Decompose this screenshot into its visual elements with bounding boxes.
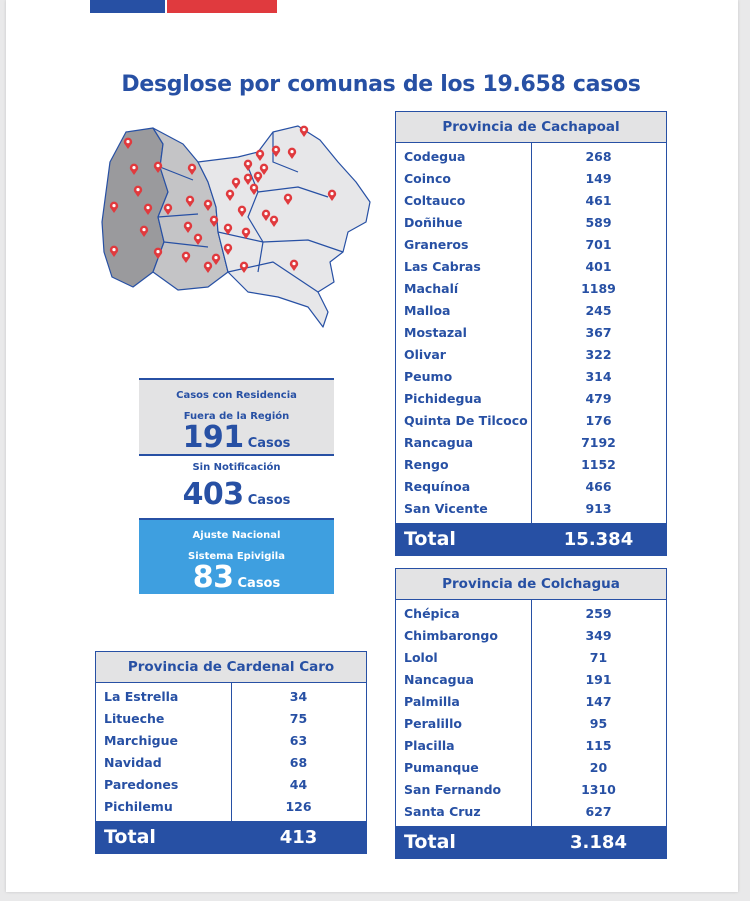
comuna-name: Peralillo — [404, 716, 462, 731]
comuna-cases: 147 — [585, 694, 612, 709]
comuna-cases: 149 — [585, 171, 612, 186]
total-label: Total — [104, 826, 156, 848]
comuna-name: Litueche — [104, 711, 165, 726]
comuna-name: Pumanque — [404, 760, 479, 775]
comuna-name: Rengo — [404, 457, 449, 472]
comuna-name: Pichidegua — [404, 391, 482, 406]
info-unit: Casos — [247, 493, 291, 508]
comuna-name: Rancagua — [404, 435, 474, 450]
comuna-name: Nancagua — [404, 672, 474, 687]
map-province-cachapoal — [198, 126, 370, 327]
comuna-cases: 349 — [585, 628, 612, 643]
page-title: Desglose por comunas de los 19.658 casos — [121, 72, 641, 97]
comuna-name: Mostazal — [404, 325, 467, 340]
comuna-name: Placilla — [404, 738, 455, 753]
comuna-cases: 461 — [585, 193, 612, 208]
info-unit: Casos — [247, 436, 291, 451]
comuna-cases: 68 — [289, 755, 308, 770]
comuna-name: Malloa — [404, 303, 451, 318]
total-row — [396, 523, 666, 555]
info-label: Ajuste Nacional — [192, 530, 281, 541]
table-rows — [396, 143, 666, 523]
comuna-cases: 627 — [585, 804, 612, 819]
info-label: Casos con Residencia — [176, 390, 297, 401]
document-page — [6, 0, 738, 892]
info-value: 83 — [192, 560, 234, 595]
comuna-name: Graneros — [404, 237, 469, 252]
flag-red-stripe — [167, 0, 277, 13]
comuna-cases: 245 — [585, 303, 612, 318]
comuna-cases: 367 — [585, 325, 612, 340]
comuna-cases: 268 — [585, 149, 612, 164]
info-box-sin-notificacion — [139, 456, 334, 514]
info-value: 403 — [182, 477, 244, 512]
comuna-name: Coinco — [404, 171, 451, 186]
comuna-cases: 314 — [585, 369, 612, 384]
comuna-name: Doñihue — [404, 215, 463, 230]
info-value: 191 — [182, 420, 244, 455]
total-label: Total — [404, 528, 456, 550]
comuna-name: Chépica — [404, 606, 460, 621]
comuna-name: Quinta De Tilcoco — [404, 413, 528, 428]
comuna-name: Santa Cruz — [404, 804, 481, 819]
comuna-cases: 479 — [585, 391, 612, 406]
comuna-name: Chimbarongo — [404, 628, 498, 643]
table-title: Provincia de Cachapoal — [396, 112, 666, 143]
comuna-cases: 71 — [589, 650, 608, 665]
comuna-name: Machalí — [404, 281, 459, 296]
comuna-name: Navidad — [104, 755, 162, 770]
comuna-name: Las Cabras — [404, 259, 481, 274]
comuna-cases: 126 — [285, 799, 312, 814]
info-box-ajuste — [139, 518, 334, 594]
comuna-cases: 1152 — [581, 457, 616, 472]
comuna-cases: 44 — [289, 777, 308, 792]
comuna-cases: 401 — [585, 259, 612, 274]
comuna-cases: 115 — [585, 738, 612, 753]
comuna-name: Coltauco — [404, 193, 466, 208]
info-label: Sin Notificación — [192, 462, 281, 473]
flag-blue-stripe — [90, 0, 165, 13]
comuna-name: Peumo — [404, 369, 453, 384]
comuna-cases: 913 — [585, 501, 612, 516]
comuna-cases: 63 — [289, 733, 308, 748]
comuna-cases: 191 — [585, 672, 612, 687]
comuna-cases: 34 — [289, 689, 308, 704]
table-cardenal-caro — [95, 651, 367, 854]
total-value: 413 — [279, 826, 318, 848]
info-label: Fuera de la Región — [183, 411, 290, 422]
comuna-name: Requínoa — [404, 479, 471, 494]
comuna-cases: 1310 — [581, 782, 616, 797]
info-unit: Casos — [237, 576, 281, 591]
table-rows — [96, 683, 366, 821]
comuna-cases: 1189 — [581, 281, 616, 296]
comuna-name: La Estrella — [104, 689, 179, 704]
table-rows — [396, 600, 666, 826]
comuna-cases: 259 — [585, 606, 612, 621]
comuna-name: Palmilla — [404, 694, 460, 709]
table-cachapoal — [395, 111, 667, 556]
table-title: Provincia de Colchagua — [396, 569, 666, 600]
comuna-cases: 701 — [585, 237, 612, 252]
comuna-cases: 176 — [585, 413, 612, 428]
comuna-name: Marchigue — [104, 733, 178, 748]
comuna-name: Paredones — [104, 777, 179, 792]
comuna-cases: 322 — [585, 347, 612, 362]
total-value: 3.184 — [570, 831, 627, 853]
comuna-name: San Vicente — [404, 501, 488, 516]
total-value: 15.384 — [563, 528, 634, 550]
total-row — [96, 821, 366, 853]
comuna-name: Codegua — [404, 149, 466, 164]
total-row — [396, 826, 666, 858]
comuna-name: Pichilemu — [104, 799, 173, 814]
info-label: Sistema Epivigila — [188, 551, 285, 562]
comuna-cases: 75 — [289, 711, 308, 726]
table-colchagua — [395, 568, 667, 859]
comuna-cases: 7192 — [581, 435, 616, 450]
comuna-cases: 466 — [585, 479, 612, 494]
region-map — [98, 122, 388, 332]
comuna-name: San Fernando — [404, 782, 502, 797]
info-box-fuera-region — [139, 378, 334, 456]
comuna-cases: 589 — [585, 215, 612, 230]
comuna-name: Lolol — [404, 650, 438, 665]
table-title: Provincia de Cardenal Caro — [96, 652, 366, 683]
comuna-cases: 20 — [589, 760, 608, 775]
comuna-name: Olivar — [404, 347, 446, 362]
comuna-cases: 95 — [589, 716, 608, 731]
total-label: Total — [404, 831, 456, 853]
